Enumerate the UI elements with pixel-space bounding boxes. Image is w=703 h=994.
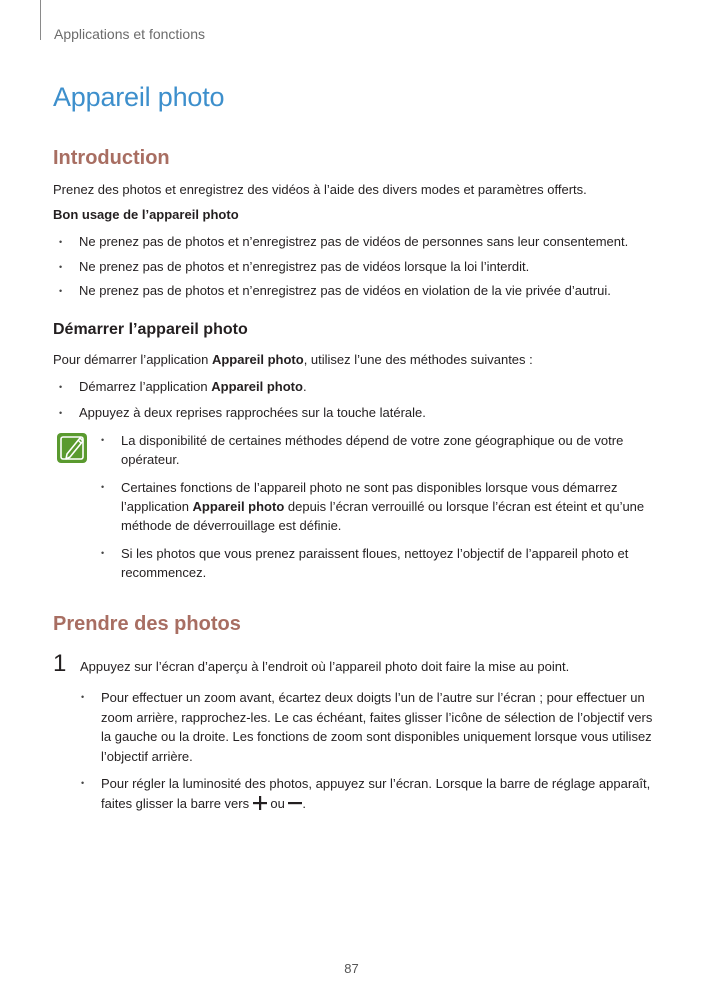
page-title: Appareil photo [53, 82, 225, 112]
photos-bullet-list [75, 688, 653, 813]
step-text: Appuyez sur l’écran d’aperçu à l’endroit où l’appareil photo doit faire la mise au point. [80, 659, 570, 674]
list-item: • Démarrez l’application Appareil photo. [53, 378, 673, 397]
page-number: 87 [344, 961, 359, 976]
note-pencil-icon [56, 432, 88, 464]
list-item: • Pour régler la luminosité des photos, appuyez sur l’écran. Lorsque la barre de réglage apparaît, faites glisser la barre vers ou . [75, 774, 653, 813]
photos-heading: Prendre des photos [53, 613, 241, 635]
list-item: • Ne prenez pas de photos et n’enregistrez pas de vidéos de personnes sans leur consentement. [53, 233, 673, 252]
margin-rule [40, 0, 41, 40]
list-item: • Ne prenez pas de photos et n’enregistrez pas de vidéos lorsque la loi l’interdit. [53, 258, 673, 277]
list-item: • Ne prenez pas de photos et n’enregistrez pas de vidéos en violation de la vie privée d’autrui. [53, 282, 673, 301]
list-item: • Appuyez à deux reprises rapprochées sur la touche latérale. [53, 404, 673, 423]
start-text: Pour démarrer l’application Appareil photo, utilisez l’une des méthodes suivantes : [53, 352, 533, 367]
running-head: Applications et fonctions [54, 26, 205, 42]
app-name: Appareil photo [211, 352, 304, 367]
start-bullet-list [53, 378, 673, 422]
list-item: • La disponibilité de certaines méthodes dépend de votre zone géographique ou de votre opérateur. [95, 431, 650, 469]
intro-heading: Introduction [53, 147, 170, 169]
note-list [95, 431, 650, 582]
start-heading: Démarrer l’appareil photo [53, 321, 248, 338]
list-item: • Pour effectuer un zoom avant, écartez deux doigts l’un de l’autre sur l’écran ; pour effectuer un zoom arrière, rapprochez-les. Le cas échéant, faites glisser l’icône de sélection de l’objectif vers la gauche ou la droite. Les fonctions de zoom sont disponibles uniquement lorsque vous utilisez l’objectif arrière. [75, 688, 653, 766]
minus-icon [288, 796, 302, 810]
plus-icon [253, 796, 267, 810]
intro-subheading: Bon usage de l’appareil photo [53, 207, 239, 222]
intro-text: Prenez des photos et enregistrez des vidéos à l’aide des divers modes et paramètres offerts. [53, 182, 587, 197]
list-item: • Si les photos que vous prenez paraissent floues, nettoyez l’objectif de l’appareil photo et recommencez. [95, 544, 650, 582]
intro-bullet-list [53, 233, 673, 301]
list-item: • Certaines fonctions de l’appareil photo ne sont pas disponibles lorsque vous démarrez l’application Appareil photo depuis l’écran verrouillé ou lorsque l’écran est éteint et qu’une méthode de déverrouillage est définie. [95, 478, 650, 535]
step-number: 1 [53, 650, 67, 677]
